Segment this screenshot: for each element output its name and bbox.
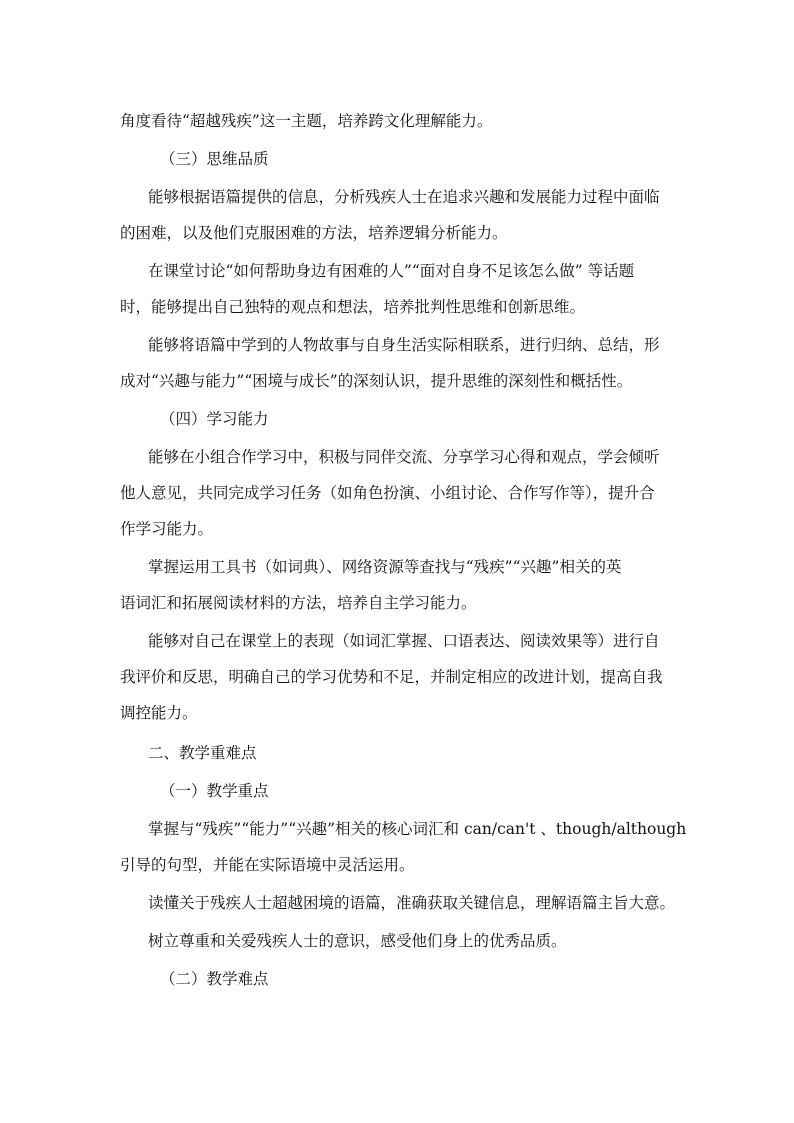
paragraph-line: 的困难，以及他们克服困难的方法，培养逻辑分析能力。: [120, 224, 508, 242]
paragraph-line: 引导的句型，并能在实际语境中灵活运用。: [120, 856, 415, 874]
paragraph-line: 树立尊重和关爱残疾人士的意识，感受他们身上的优秀品质。: [148, 932, 567, 950]
section-heading-key-difficulties: 二、教学重难点: [148, 744, 257, 762]
paragraph-line: 时，能够提出自己独特的观点和想法，培养批判性思维和创新思维。: [120, 298, 586, 316]
section-heading-learning-ability: （四）学习能力: [160, 410, 269, 428]
paragraph-line: 调控能力。: [120, 704, 198, 722]
section-heading-teaching-focus: （一）教学重点: [160, 782, 269, 800]
paragraph-line: 能够根据语篇提供的信息，分析残疾人士在追求兴趣和发展能力过程中面临: [148, 188, 660, 206]
paragraph-line: 语词汇和拓展阅读材料的方法，培养自主学习能力。: [120, 594, 477, 612]
paragraph-line: 掌握运用工具书（如词典）、网络资源等查找与“残疾”“兴趣”相关的英: [148, 558, 622, 576]
paragraph-line: 他人意见，共同完成学习任务（如角色扮演、小组讨论、合作写作等），提升合: [120, 484, 655, 502]
paragraph-line: 能够将语篇中学到的人物故事与自身生活实际相联系，进行归纳、总结，形: [148, 336, 660, 354]
paragraph-line: 我评价和反思，明确自己的学习优势和不足，并制定相应的改进计划，提高自我: [120, 668, 663, 686]
paragraph-line: 作学习能力。: [120, 520, 214, 538]
paragraph-line: 角度看待“超越残疾”这一主题，培养跨文化理解能力。: [120, 112, 493, 130]
paragraph-line: 成对“兴趣与能力”“困境与成长”的深刻认识，提升思维的深刻性和概括性。: [120, 372, 633, 390]
section-heading-thinking-quality: （三）思维品质: [160, 150, 269, 168]
paragraph-line: 能够在小组合作学习中，积极与同伴交流、分享学习心得和观点，学会倾听: [148, 448, 660, 466]
paragraph-line: 在课堂讨论“如何帮助身边有困难的人”“面对自身不足该怎么做” 等话题: [148, 262, 635, 280]
section-heading-teaching-difficulty: （二）教学难点: [160, 970, 269, 988]
paragraph-line: 掌握与“残疾”“能力”“兴趣”相关的核心词汇和 can/can't 、though/although: [148, 820, 687, 838]
paragraph-line: 能够对自己在课堂上的表现（如词汇掌握、口语表达、阅读效果等）进行自: [148, 632, 660, 650]
paragraph-line: 读懂关于残疾人士超越困境的语篇，准确获取关键信息，理解语篇主旨大意。: [148, 894, 676, 912]
